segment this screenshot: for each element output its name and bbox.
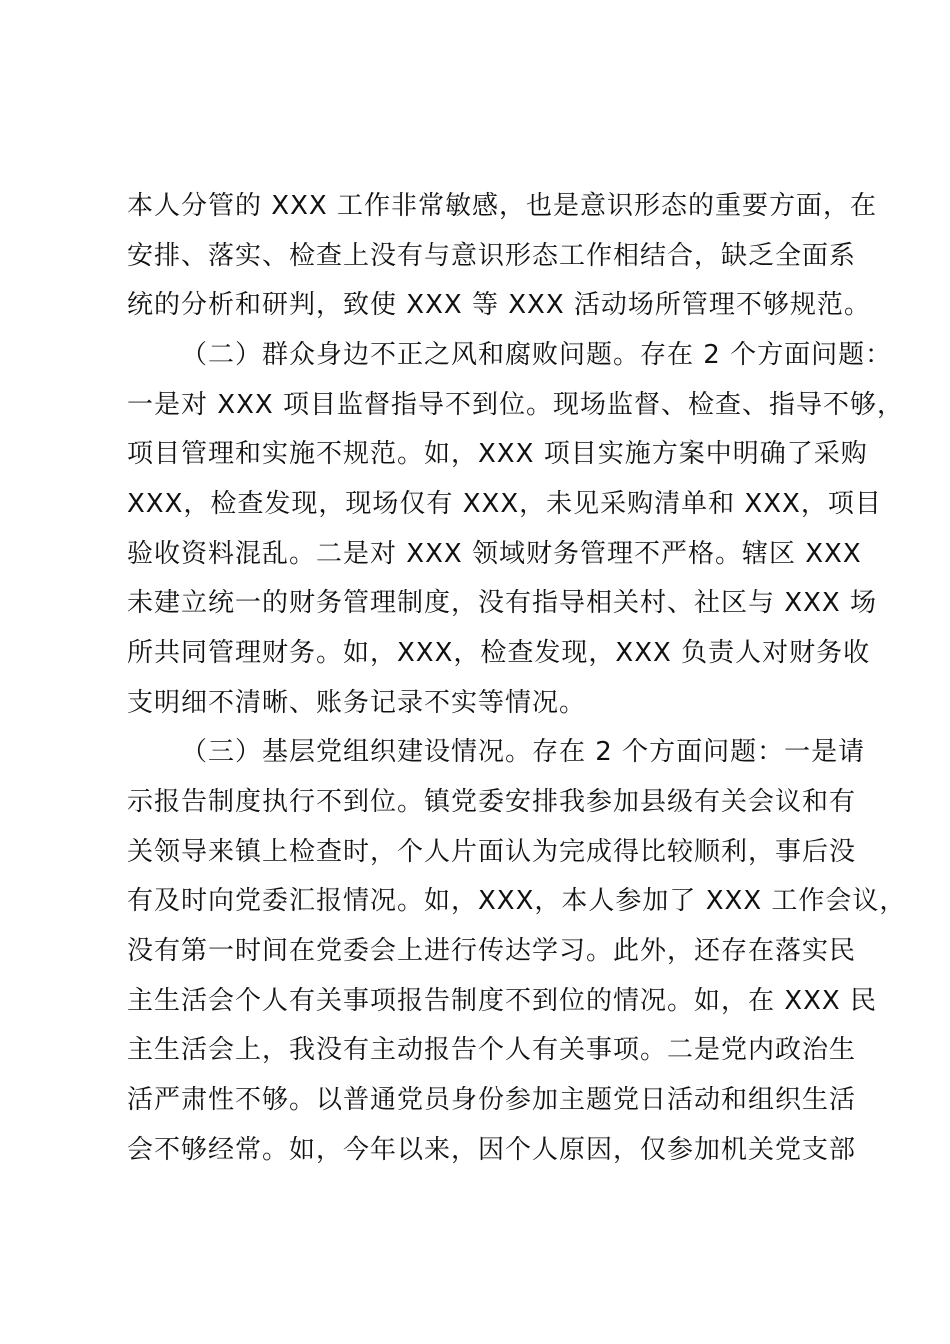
text-line: 没有第一时间在党委会上进行传达学习。此外，还存在落实民 [127,936,857,966]
text-line: 关领导来镇上检查时，个人片面认为完成得比较顺利，事后没 [127,837,857,867]
text-line: 统的分析和研判，致使 XXX 等 XXX 活动场所管理不够规范。 [127,290,871,320]
text-line: 活严肃性不够。以普通党员身份参加主题党日活动和组织生活 [127,1085,857,1115]
text-line: 有及时向党委汇报情况。如，XXX，本人参加了 XXX 工作会议， [127,886,907,916]
text-line: 本人分管的 XXX 工作非常敏感，也是意识形态的重要方面，在 [127,191,877,221]
text-line: 支明细不清晰、账务记录不实等情况。 [127,688,587,718]
text-line: 主生活会上，我没有主动报告个人有关事项。二是党内政治生 [127,1035,857,1065]
text-line: 示报告制度执行不到位。镇党委安排我参加县级有关会议和有 [127,787,857,817]
section-heading-line: （二）群众身边不正之风和腐败问题。存在 2 个方面问题： [181,340,893,370]
text-line: 验收资料混乱。二是对 XXX 领域财务管理不严格。辖区 XXX [127,539,862,569]
text-line: 所共同管理财务。如，XXX，检查发现，XXX 负责人对财务收 [127,638,871,668]
text-line: 项目管理和实施不规范。如，XXX 项目实施方案中明确了采购 [127,439,868,469]
text-line: XXX，检查发现，现场仅有 XXX，未见采购清单和 XXX，项目 [127,489,882,519]
text-line: 会不够经常。如，今年以来，因个人原因，仅参加机关党支部 [127,1135,857,1165]
text-line: 安排、落实、检查上没有与意识形态工作相结合，缺乏全面系 [127,241,857,271]
section-heading-line: （三）基层党组织建设情况。存在 2 个方面问题：一是请 [181,737,866,767]
text-line: 一是对 XXX 项目监督指导不到位。现场监督、检查、指导不够， [127,390,904,420]
text-line: 主生活会个人有关事项报告制度不到位的情况。如，在 XXX 民 [127,986,877,1016]
text-line: 未建立统一的财务管理制度，没有指导相关村、社区与 XXX 场 [127,588,877,618]
